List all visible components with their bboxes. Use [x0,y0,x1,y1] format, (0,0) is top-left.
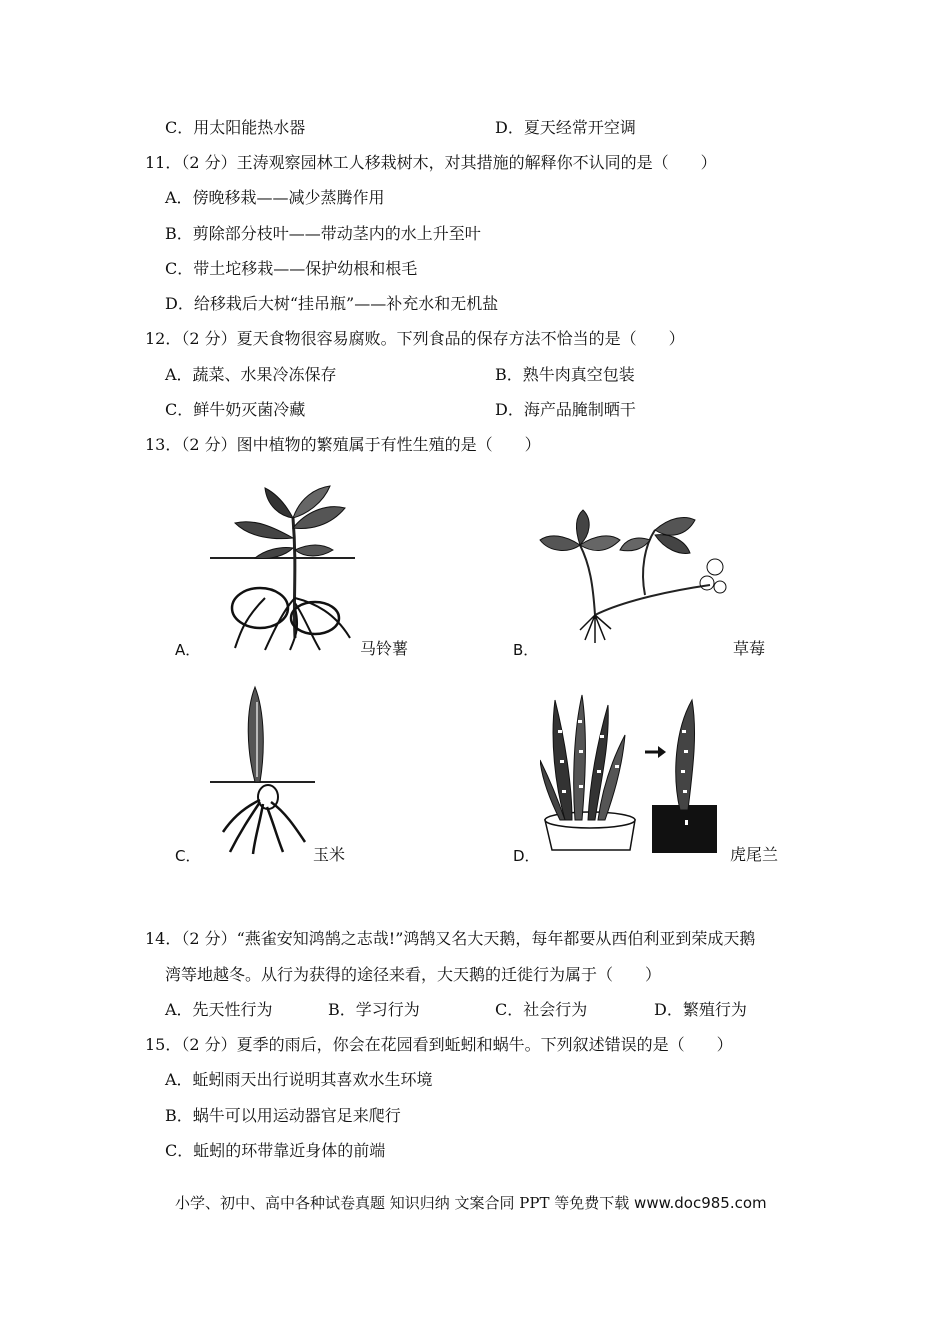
q12-option-d: D．海产品腌制晒干 [495,400,636,419]
potato-plant-icon [205,478,365,653]
q12-option-c: C．鲜牛奶灭菌冷藏 [165,400,306,419]
q10-option-d: D．夏天经常开空调 [495,118,636,137]
q14-option-b: B．学习行为 [328,1000,420,1019]
q11-option-b: B．剪除部分枝叶——带动茎内的水上升至叶 [165,224,481,243]
q12-option-b: B．熟牛肉真空包装 [495,365,635,384]
q13-figure-b-label: B． [513,641,539,659]
q13-figure-d-label: D． [513,847,540,865]
q15-option-a: A．蚯蚓雨天出行说明其喜欢水生环境 [165,1070,433,1089]
q11-option-a: A．傍晚移栽——减少蒸腾作用 [165,188,385,207]
q15-option-c: C．蚯蚓的环带靠近身体的前端 [165,1141,386,1160]
q11-option-c: C．带土坨移栽——保护幼根和根毛 [165,259,418,278]
q11-stem: 11．（2 分）王涛观察园林工人移栽树木，对其措施的解释你不认同的是（ ） [145,153,717,172]
q15-stem: 15．（2 分）夏季的雨后，你会在花园看到蚯蚓和蜗牛。下列叙述错误的是（ ） [145,1035,733,1054]
q14-option-c: C．社会行为 [495,1000,588,1019]
corn-seedling-icon [205,682,335,857]
footer-text: 小学、初中、高中各种试卷真题 知识归纳 文案合同 PPT 等免费下载 [175,1194,630,1212]
q13-figure-c-label: C． [175,847,201,865]
snake-plant-cutting-icon [540,690,735,860]
q14-option-d: D．繁殖行为 [654,1000,747,1019]
q13-figure-c-name: 玉米 [313,845,346,864]
strawberry-runner-icon [535,505,735,645]
q15-option-b: B．蜗牛可以用运动器官足来爬行 [165,1106,401,1125]
q10-option-c: C．用太阳能热水器 [165,118,306,137]
q14-stem-line2: 湾等地越冬。从行为获得的途径来看，大天鹅的迁徙行为属于（ ） [165,965,662,984]
q13-figure-a-label: A． [175,641,201,659]
page-footer [175,1192,767,1213]
q11-option-d: D．给移栽后大树“挂吊瓶”——补充水和无机盐 [165,294,499,313]
q13-figure-a-name: 马铃薯 [360,639,409,658]
q13-stem: 13．（2 分）图中植物的繁殖属于有性生殖的是（ ） [145,435,541,454]
q14-stem-line1: 14．（2 分）“燕雀安知鸿鹄之志哉!”鸿鹄又名大天鹅，每年都要从西伯利亚到荣成天鹅 [145,929,756,948]
q12-option-a: A．蔬菜、水果冷冻保存 [165,365,337,384]
q12-stem: 12．（2 分）夏天食物很容易腐败。下列食品的保存方法不恰当的是（ ） [145,329,685,348]
q14-option-a: A．先天性行为 [165,1000,273,1019]
q13-figure-b-name: 草莓 [733,639,766,658]
footer-url[interactable]: www.doc985.com [634,1194,767,1212]
q13-figure-d-name: 虎尾兰 [730,845,779,864]
